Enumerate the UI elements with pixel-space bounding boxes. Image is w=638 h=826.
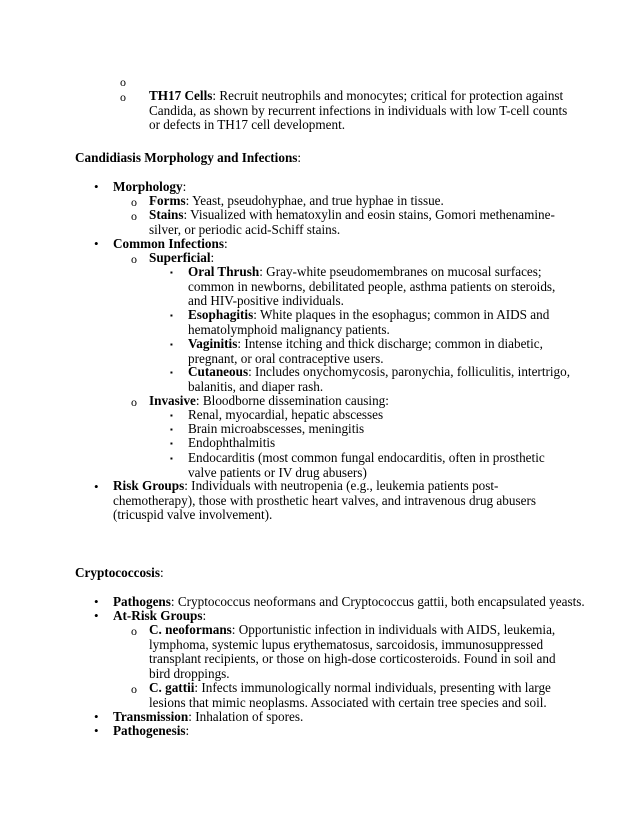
c-gattii-item: C. gattii: Infects immunologically normal individuals, presenting with large lesions that mimic neoplasms. Associated with certain tree species and soil. — [149, 680, 551, 710]
list-marker-square: ▪ — [170, 368, 173, 377]
stains-item: Stains: Visualized with hematoxylin and eosin stains, Gomori methenamine-silver, or periodic acid-Schiff stains. — [149, 207, 555, 237]
list-marker-square: ▪ — [170, 439, 173, 448]
list-marker-circle: o — [131, 682, 137, 696]
cryptococcosis-heading: Cryptococcosis: — [75, 565, 164, 580]
list-marker-circle: o — [131, 252, 137, 266]
list-marker-dot: • — [94, 479, 99, 494]
invasive-subitem: Renal, myocardial, hepatic abscesses — [188, 407, 384, 422]
list-marker-dot: • — [94, 179, 99, 194]
th17-cells-item — [149, 89, 569, 133]
c-neoformans-item: C. neoformans: Opportunistic infection in individuals with AIDS, leukemia, lymphoma, systemic lupus erythematosus, sarcoidosis, immunosuppressed transplant recipients, or those on high-dose corticosteroids. Found in soil and bird droppings. — [149, 622, 556, 681]
invasive-subitem: Endocarditis (most common fungal endocarditis, often in prosthetic valve patients or IV drug abusers) — [188, 450, 545, 480]
list-marker-circle: o — [131, 395, 137, 409]
list-marker-circle: o — [131, 209, 137, 223]
pathogens-item: Pathogens: Cryptococcus neoformans and Cryptococcus gattii, both encapsulated yeasts. — [113, 594, 585, 609]
list-marker-square: ▪ — [170, 425, 173, 434]
list-marker-dot: • — [94, 709, 99, 724]
esophagitis-item: Esophagitis: White plaques in the esophagus; common in AIDS and hematolymphoid malignancy patients. — [188, 307, 550, 337]
invasive-item: Invasive: Bloodborne dissemination causing: — [149, 393, 389, 408]
th17-text: : Recruit neutrophils and monocytes; critical for protection against Candida, as shown by recurrent infections in individuals with low T-cell counts or defects in TH17 cell development. — [149, 88, 568, 133]
list-marker-square: ▪ — [170, 411, 173, 420]
list-marker-square: ▪ — [170, 268, 173, 277]
list-marker-square: ▪ — [170, 340, 173, 349]
morphology-item: Morphology: — [113, 179, 187, 194]
list-marker-circle: o — [120, 75, 126, 89]
invasive-subitem: Endophthalmitis — [188, 435, 276, 450]
cutaneous-item: Cutaneous: Includes onychomycosis, paronychia, folliculitis, intertrigo, balanitis, and diaper rash. — [188, 364, 571, 394]
invasive-subitem: Brain microabscesses, meningitis — [188, 421, 365, 436]
th17-label: TH17 Cells — [149, 88, 213, 103]
oral-thrush-item: Oral Thrush: Gray-white pseudomembranes on mucosal surfaces; common in newborns, debilitated people, asthma patients on steroids, and HIV-positive individuals. — [188, 264, 556, 309]
list-marker-dot: • — [94, 723, 99, 738]
list-marker-circle: o — [120, 90, 126, 104]
common-infections-item: Common Infections: — [113, 236, 228, 251]
list-marker-dot: • — [94, 608, 99, 623]
list-marker-square: ▪ — [170, 311, 173, 320]
list-marker-circle: o — [131, 195, 137, 209]
superficial-item: Superficial: — [149, 250, 215, 265]
pathogenesis-item: Pathogenesis: — [113, 723, 190, 738]
vaginitis-item: Vaginitis: Intense itching and thick discharge; common in diabetic, pregnant, or oral contraceptive users. — [188, 336, 543, 366]
list-marker-circle: o — [131, 624, 137, 638]
risk-groups-item: Risk Groups: Individuals with neutropenia (e.g., leukemia patients post-chemotherapy), those with prosthetic heart valves, and intravenous drug abusers (tricuspid valve involvement). — [113, 478, 536, 523]
list-marker-dot: • — [94, 236, 99, 251]
at-risk-groups-item: At-Risk Groups: — [113, 608, 207, 623]
transmission-item: Transmission: Inhalation of spores. — [113, 709, 304, 724]
list-marker-dot: • — [94, 594, 99, 609]
list-marker-square: ▪ — [170, 454, 173, 463]
forms-item: Forms: Yeast, pseudohyphae, and true hyphae in tissue. — [149, 193, 444, 208]
candidiasis-heading: Candidiasis Morphology and Infections: — [75, 150, 302, 165]
